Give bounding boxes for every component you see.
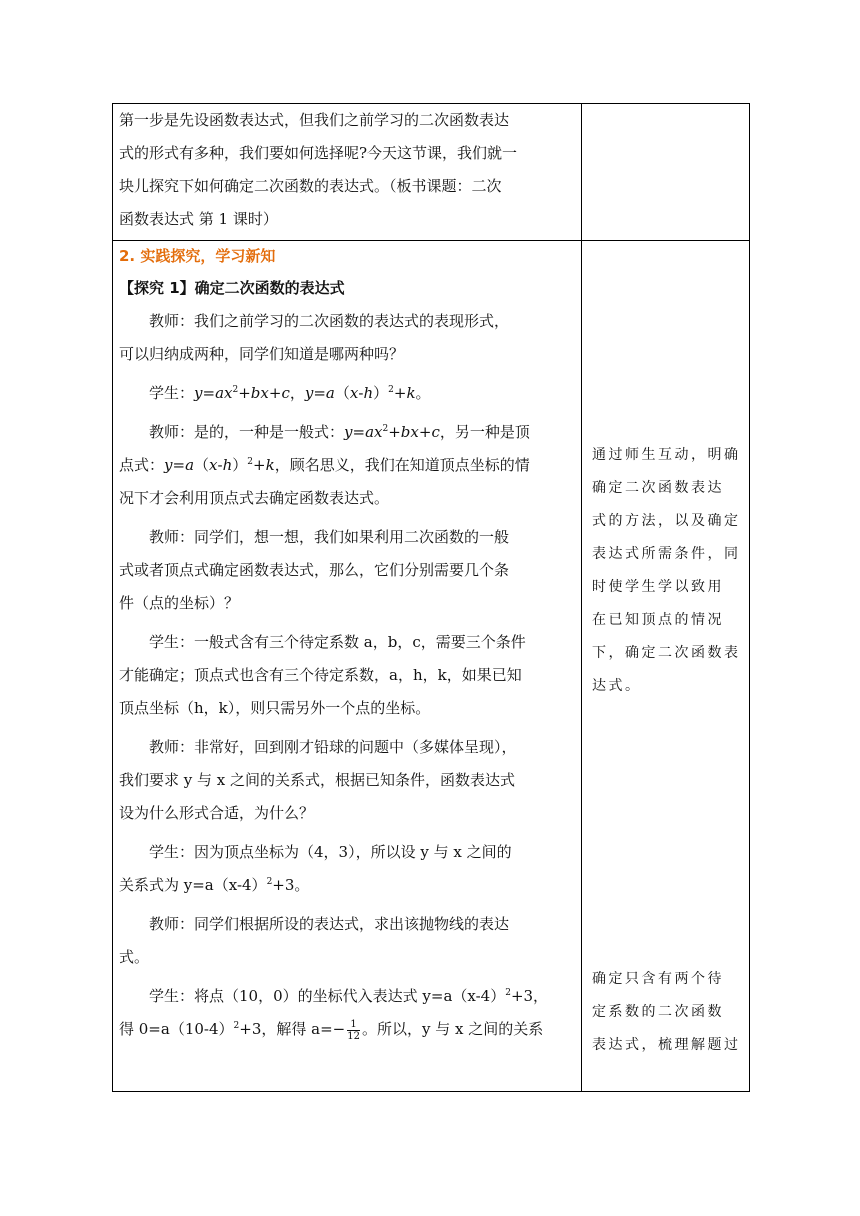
note-line: 表达式所需条件，同 [592, 546, 741, 562]
note-cell [582, 104, 750, 241]
content-cell [113, 241, 582, 1092]
dialogue-line: 况下才会利用顶点式去确定函数表达式。 [119, 489, 390, 507]
intro-line: 函数表达式 第 1 课时） [119, 210, 278, 228]
fraction: $\frac{1}{12}$ [347, 1018, 360, 1042]
intro-line: 第一步是先设函数表达式，但我们之前学习的二次函数表达 [119, 111, 510, 129]
dialogue-line: 可以归纳成两种，同学们知道是哪两种吗？ [119, 345, 405, 363]
dialogue-line: 学生：将点（10，0）的坐标代入表达式 $y=a(x-4)^2+3$， [149, 987, 549, 1005]
content-cell [113, 104, 582, 241]
dialogue-line: 我们要求 y 与 x 之间的关系式，根据已知条件，函数表达式 [119, 771, 516, 789]
dialogue-line: 设为什么形式合适，为什么？ [119, 804, 315, 822]
note-line: 通过师生互动，明确 [592, 447, 741, 463]
note-line: 确定只含有两个待 [592, 971, 724, 987]
table-row [113, 241, 750, 1092]
note-line: 式的方法，以及确定 [592, 513, 741, 529]
dialogue-line: 学生：因为顶点坐标为（4，3），所以设 y 与 x 之间的 [149, 843, 512, 861]
dialogue-line: 式或者顶点式确定函数表达式，那么，它们分别需要几个条 [119, 561, 510, 579]
dialogue-line: 关系式为 $y=a(x-4)^2+3$。 [119, 876, 310, 894]
dialogue-line: 教师：非常好，回到刚才铅球的问题中（多媒体呈现）， [149, 738, 517, 756]
note-line: 定系数的二次函数 [592, 1004, 724, 1020]
note-line: 达式。 [592, 678, 642, 694]
intro-line: 式的形式有多种，我们要如何选择呢?今天这节课，我们就一 [119, 144, 518, 162]
dialogue-line: 件（点的坐标）？ [119, 594, 240, 612]
dialogue-line: 教师：我们之前学习的二次函数的表达式的表现形式， [149, 312, 510, 330]
dialogue-line: 教师：是的，一种是一般式：$y=ax^2+bx+c$，另一种是顶 [149, 423, 530, 441]
section-heading: 2. 实践探究，学习新知 [119, 247, 276, 265]
dialogue-line: 学生：一般式含有三个待定系数 a，b，c，需要三个条件 [149, 633, 526, 651]
dialogue-line: 学生：$y=ax^2+bx+c$，$y=a(x-h)^2+k$。 [149, 384, 431, 402]
note-cell [582, 241, 750, 1092]
dialogue-line: 教师：同学们，想一想，我们如果利用二次函数的一般 [149, 528, 510, 546]
dialogue-line: 得 $0=a(10-4)^2+3$，解得 a=− $\frac{1}{12}$ 。所以，y 与 x 之间的关系 [119, 1018, 544, 1042]
dialogue-line: 教师：同学们根据所设的表达式，求出该抛物线的表达 [149, 915, 510, 933]
intro-line: 块儿探究下如何确定二次函数的表达式。（板书课题：二次 [119, 177, 502, 195]
table-row [113, 104, 750, 241]
dialogue-line: 才能确定；顶点式也含有三个待定系数，a，h，k，如果已知 [119, 666, 522, 684]
note-line: 确定二次函数表达 [592, 480, 724, 496]
dialogue-line: 式。 [119, 948, 150, 966]
dialogue-line: 顶点坐标（h，k），则只需另外一个点的坐标。 [119, 699, 431, 717]
lesson-table [112, 103, 750, 1092]
dialogue-line: 点式：$y=a(x-h)^2+k$，顾名思义，我们在知道顶点坐标的情 [119, 456, 530, 474]
note-line: 表达式，梳理解题过 [592, 1037, 741, 1053]
note-line: 时使学生学以致用 [592, 579, 724, 595]
note-line: 下，确定二次函数表 [592, 645, 741, 661]
section-subheading: 【探究 1】确定二次函数的表达式 [119, 279, 345, 297]
note-line: 在已知顶点的情况 [592, 612, 724, 628]
